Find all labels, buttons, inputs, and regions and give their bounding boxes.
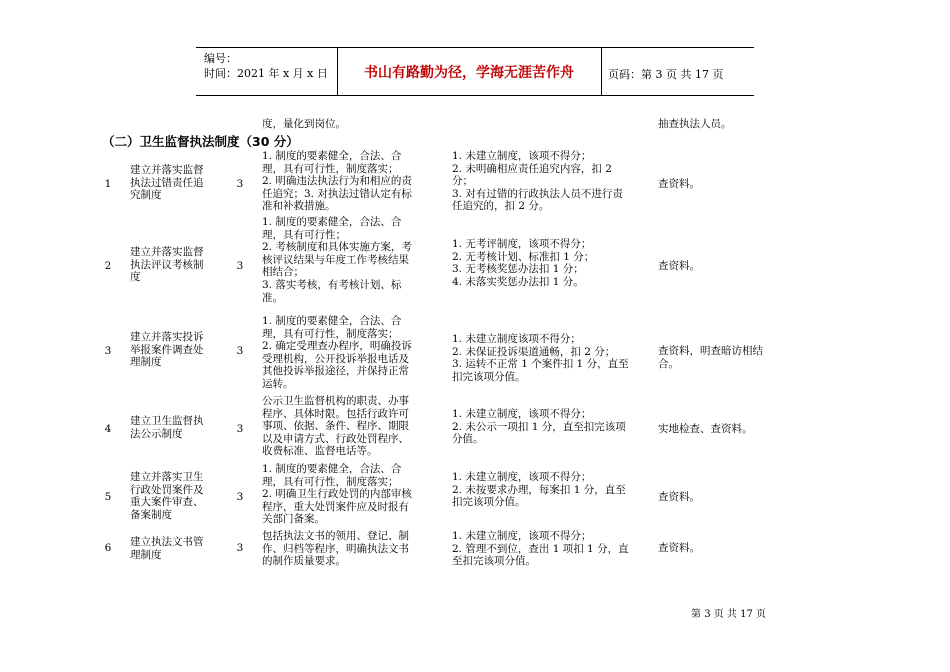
row-standard: 包括执法文书的领用、登记、制 作、归档等程序，明确执法文书 的制作质量要求。 [262, 530, 409, 568]
header-meta [204, 51, 328, 81]
row-item: 建立卫生监督执 法公示制度 [130, 415, 204, 440]
row-deduction: 1. 未建立制度，该项不得分； 2. 未公示一项扣 1 分，直至扣完该项 分值。 [452, 408, 626, 446]
row-number: 1 [104, 178, 112, 190]
row-number: 3 [104, 345, 112, 357]
row-item: 建立并落实投诉 举报案件调查处 理制度 [130, 331, 204, 369]
section-title: （二）卫生监督执法制度（30 分） [102, 134, 299, 149]
row-number: 4 [104, 423, 112, 435]
number-label: 编号： [204, 52, 237, 65]
row-score: 3 [236, 345, 244, 357]
row-method: 查资料。 [658, 260, 700, 272]
row-item: 建立执法文书管 理制度 [130, 536, 204, 561]
carryover-method: 抽查执法人员。 [658, 118, 732, 130]
row-score: 3 [236, 260, 244, 272]
row-score: 3 [236, 542, 244, 554]
row-score: 3 [236, 178, 244, 190]
row-score: 3 [236, 491, 244, 503]
row-deduction: 1. 未建立制度，该项不得分； 2. 未明确相应责任追究内容，扣 2 分； 3. 对有过错的行政执法人员不进行责 任追究的，扣 2 分。 [452, 150, 623, 213]
row-deduction: 1. 未建立制度，该项不得分； 2. 未按要求办理，每案扣 1 分，直至 扣完该项分值。 [452, 471, 626, 509]
row-item: 建立并落实监督 执法评议考核制 度 [130, 246, 204, 284]
carryover-standard: 度，量化到岗位。 [262, 118, 346, 130]
row-method: 查资料。 [658, 491, 700, 503]
row-number: 2 [104, 260, 112, 272]
row-method: 实地检查、查资料。 [658, 423, 753, 435]
row-standard: 1. 制度的要素健全，合法、合 理，具有可行性，制度落实； 2. 明确违法执法行为和相应的责 任追究；3. 对执法过错认定有标 准和补救措施。 [262, 150, 412, 213]
time-label: 时间：2021 年 x 月 x 日 [204, 67, 328, 80]
row-score: 3 [236, 423, 244, 435]
header-divider [601, 48, 602, 95]
row-standard: 1. 制度的要素健全，合法、合 理，具有可行性； 2. 考核制度和具体实施方案，考 核评议结果与年度工作考核结果 相结合； 3. 落实考核，有考核计划、标 准。 [262, 216, 412, 304]
page-header [196, 47, 754, 96]
row-deduction: 1. 未建立制度，该项不得分； 2. 管理不到位，查出 1 项扣 1 分，直 至扣完该项分值。 [452, 530, 629, 568]
row-standard: 1. 制度的要素健全，合法、合 理，具有可行性，制度落实； 2. 明确卫生行政处罚的内部审核 程序，重大处罚案件应及时报有 关部门备案。 [262, 463, 412, 526]
header-page-label: 页码：第 3 页 共 17 页 [608, 68, 724, 81]
row-standard: 1. 制度的要素健全，合法、合 理，具有可行性，制度落实； 2. 确定受理查办程序，明确投诉 受理机构，公开投诉举报电话及 其他投诉举报途径，并保持正常 运转。 [262, 315, 412, 390]
row-number: 5 [104, 491, 112, 503]
row-deduction: 1. 无考评制度，该项不得分； 2. 无考核计划、标准扣 1 分； 3. 无考核奖惩办法扣 1 分； 4. 未落实奖惩办法扣 1 分。 [452, 238, 595, 288]
row-item: 建立并落实监督 执法过错责任追 究制度 [130, 164, 204, 202]
page-footer: 第 3 页 共 17 页 [691, 609, 766, 620]
row-deduction: 1. 未建立制度该项不得分； 2. 未保证投诉渠道通畅，扣 2 分； 3. 运转不正常 1 个案件扣 1 分，直至 扣完该项分值。 [452, 333, 629, 383]
row-method: 查资料。 [658, 542, 700, 554]
row-number: 6 [104, 542, 112, 554]
row-method: 查资料，明查暗访相结合。 [658, 345, 763, 370]
row-method: 查资料。 [658, 178, 700, 190]
header-motto: 书山有路勤为径，学海无涯苦作舟 [364, 65, 574, 81]
row-standard: 公示卫生监督机构的职责、办事 程序、具体时限。包括行政许可 事项、依据、条件、程序、期限 以及申请方式、行政处罚程序、 收费标准、监督电话等。 [262, 395, 409, 458]
row-item: 建立并落实卫生 行政处罚案件及 重大案件审查、 备案制度 [130, 471, 204, 521]
